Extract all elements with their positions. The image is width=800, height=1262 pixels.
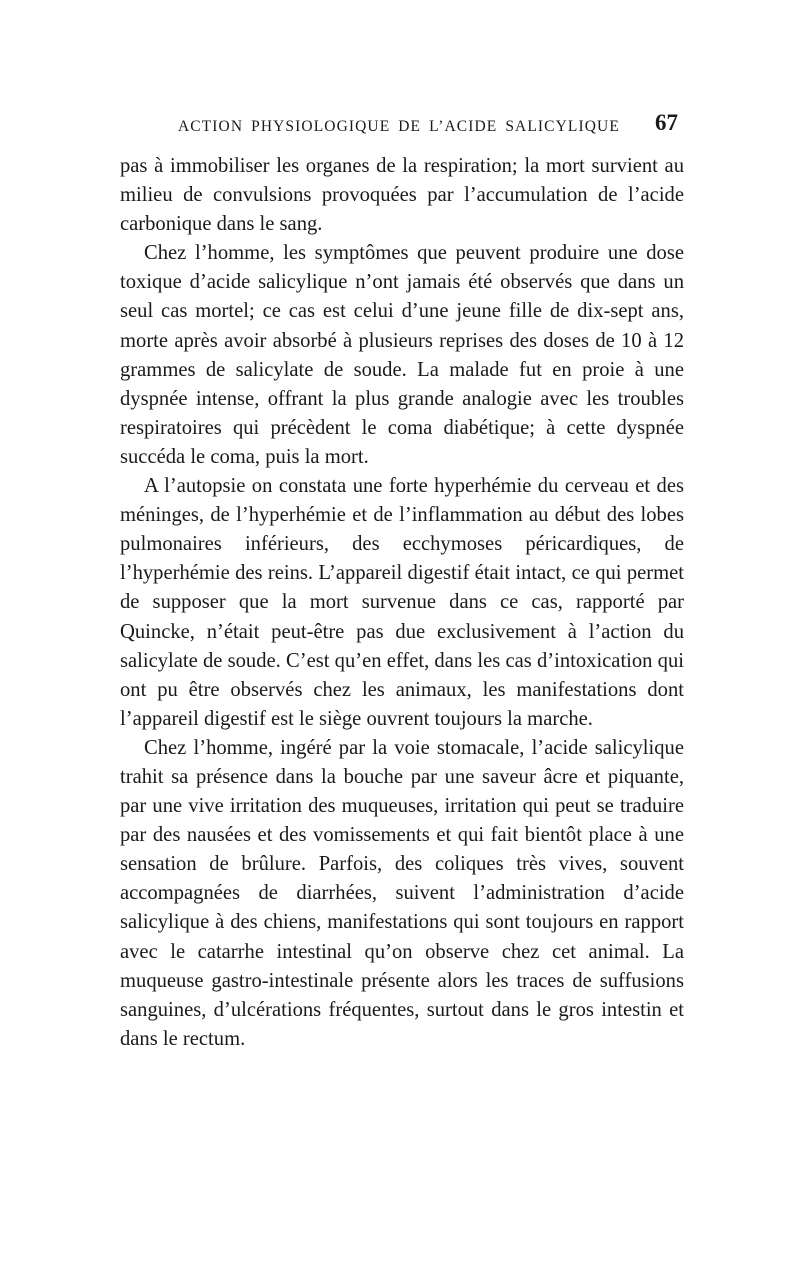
page-number: 67 xyxy=(655,110,678,135)
running-title: ACTION PHYSIOLOGIQUE DE L’ACIDE SALICYLIQUE xyxy=(178,118,620,135)
paragraph-ingestion: Chez l’homme, ingéré par la voie stomacale, l’acide salicylique trahit sa présence dans la bouche par une saveur âcre et piquante, par une vive irritation des muqueuses, irritation qui peut se traduire par des nausées et des vomissements et qui fait bientôt place à une sensation de brûlure. Parfois, des coliques très vives, souvent accompagnées de diarrhées, suivent l’administration d’acide salicylique à des chiens, manifestations qui sont toujours en rapport avec le catarrhe intestinal qu’on observe chez cet animal. La muqueuse gastro-intestinale présente alors les traces de suffusions sanguines, d’ulcérations fréquentes, surtout dans le gros intestin et dans le rectum. xyxy=(120,736,684,1050)
paragraph-autopsy: A l’autopsie on constata une forte hyperhémie du cerveau et des méninges, de l’hyperhémie et de l’inflammation au début des lobes pulmonaires inférieurs, des ecchymoses péricardiques, de l’hyperhémie des reins. L’appareil digestif était intact, ce qui permet de supposer que la mort survenue dans ce cas, rapporté par Quincke, n’était peut-être pas due exclusivement à l’action du salicylate de soude. C’est qu’en effet, dans les cas d’intoxication qui ont pu être observés chez les animaux, les manifestations dont l’appareil digestif est le siège ouvrent toujours la marche. xyxy=(120,475,684,730)
page-header xyxy=(120,110,684,144)
body-text xyxy=(120,152,684,1054)
paragraph-toxic-dose: Chez l’homme, les symptômes que peuvent produire une dose toxique d’acide salicylique n’ont jamais été observés que dans un seul cas mortel; ce cas est celui d’une jeune fille de dix-sept ans, morte après avoir absorbé à plusieurs reprises des doses de 10 à 12 grammes de salicylate de soude. La malade fut en proie à une dyspnée intense, offrant la plus grande analogie avec les troubles respiratoires qui précèdent le coma diabétique; à cette dyspnée succéda le coma, puis la mort. xyxy=(120,242,684,468)
paragraph-continuation: pas à immobiliser les organes de la respiration; la mort survient au milieu de convulsions provoquées par l’accumulation de l’acide carbonique dans le sang. xyxy=(120,155,684,236)
book-page xyxy=(120,110,684,1054)
